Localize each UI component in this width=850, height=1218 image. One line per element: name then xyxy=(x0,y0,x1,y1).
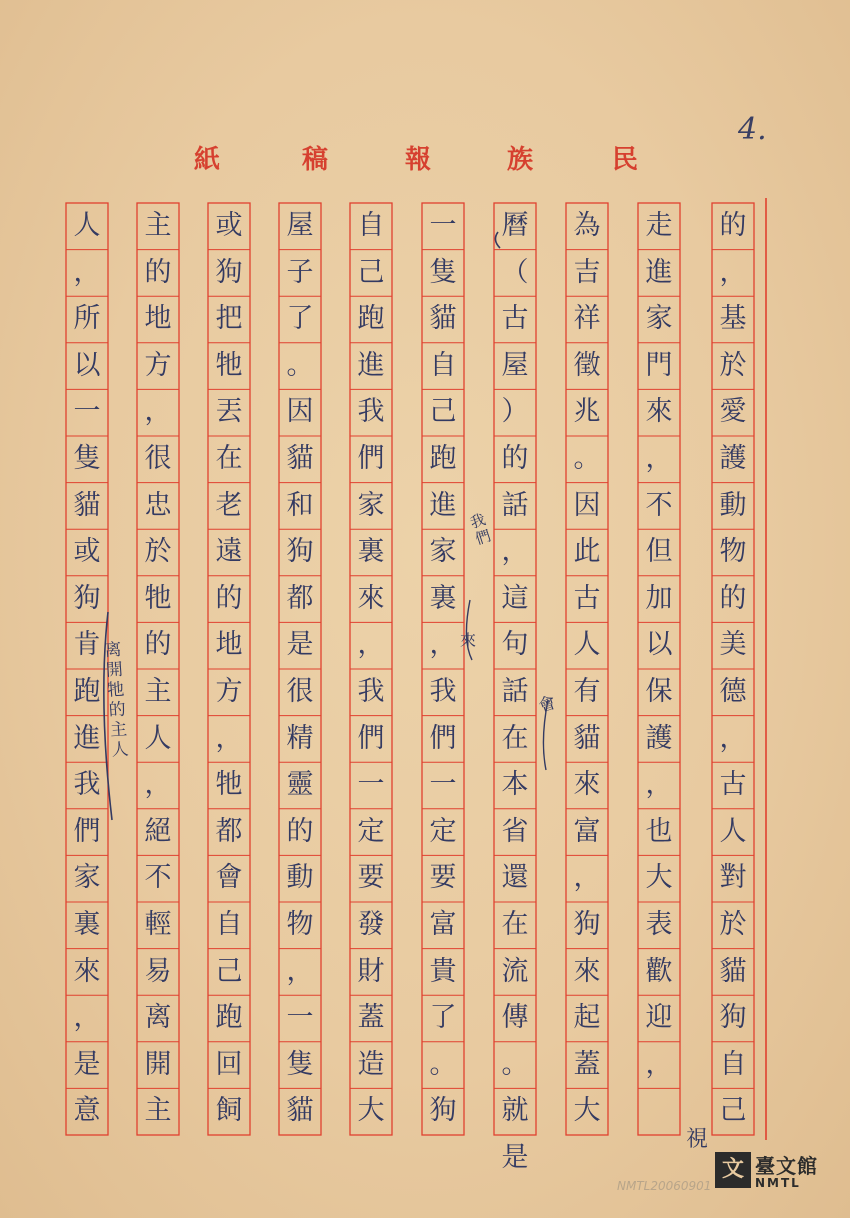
header-char: 稿 xyxy=(302,145,329,175)
manuscript-char: 狗 xyxy=(719,1002,747,1034)
manuscript-char: 很 xyxy=(144,442,172,474)
manuscript-char: 主 xyxy=(144,675,172,707)
manuscript-char: 貓 xyxy=(719,955,747,987)
manuscript-char: ， xyxy=(73,256,101,288)
manuscript-char: 地 xyxy=(215,629,243,661)
manuscript-char: 隻 xyxy=(429,256,457,288)
manuscript-char: 是 xyxy=(501,1141,529,1173)
manuscript-char: 。 xyxy=(501,1048,529,1080)
manuscript-char: 於 xyxy=(144,536,172,568)
manuscript-char: 意 xyxy=(73,1095,101,1127)
manuscript-char: 家 xyxy=(357,489,385,521)
text-column xyxy=(638,203,680,1088)
logo-abbr: NMTL xyxy=(755,1176,801,1190)
manuscript-char: 遠 xyxy=(215,536,243,568)
manuscript-char: 進 xyxy=(645,256,673,288)
manuscript-char: 基 xyxy=(719,303,747,335)
manuscript-char: 開 xyxy=(144,1048,172,1080)
manuscript-char: 老 xyxy=(215,489,243,521)
manuscript-char: 也 xyxy=(645,815,673,847)
manuscript-char: 屋 xyxy=(286,210,314,241)
header-char: 紙 xyxy=(194,145,221,175)
manuscript-char: 祥 xyxy=(573,303,601,335)
manuscript-char: 在 xyxy=(215,442,243,474)
manuscript-char: 易 xyxy=(144,955,172,987)
manuscript-char: 進 xyxy=(73,722,101,754)
manuscript-char: 我 xyxy=(357,396,385,428)
manuscript-char: 人 xyxy=(719,815,747,847)
manuscript-char: 跑 xyxy=(429,442,457,474)
manuscript-char: 狗 xyxy=(429,1095,457,1127)
text-column xyxy=(494,203,536,1181)
manuscript-char: 護 xyxy=(645,722,673,754)
manuscript-char: 方 xyxy=(144,349,172,381)
manuscript-char: 是 xyxy=(73,1048,101,1080)
manuscript-char: 在 xyxy=(501,722,529,754)
manuscript-char: 大 xyxy=(573,1095,601,1127)
manuscript-char: 以 xyxy=(73,349,101,381)
manuscript-char: 來 xyxy=(645,396,673,428)
manuscript-char: 門 xyxy=(645,349,673,381)
manuscript-char: 隻 xyxy=(73,442,101,474)
manuscript-char: 裏 xyxy=(429,582,457,614)
manuscript-char: 物 xyxy=(286,908,314,940)
manuscript-char: 屋 xyxy=(501,349,529,381)
manuscript-char: 保 xyxy=(645,675,673,707)
manuscript-char: 絕 xyxy=(144,815,172,847)
manuscript-char: 都 xyxy=(286,582,314,614)
manuscript-char: 於 xyxy=(719,349,747,381)
manuscript-char: 靈 xyxy=(286,769,314,801)
manuscript-char: 流 xyxy=(501,955,529,987)
manuscript-char: 裏 xyxy=(73,908,101,940)
manuscript-char: 大 xyxy=(357,1095,385,1127)
manuscript-char: 話 xyxy=(501,675,529,707)
manuscript-char: 一 xyxy=(286,1002,314,1034)
manuscript-char: 古 xyxy=(573,582,601,614)
manuscript-char: 自 xyxy=(429,349,457,381)
manuscript-char: 造 xyxy=(357,1048,385,1080)
manuscript-char: ， xyxy=(719,722,747,754)
manuscript-char: 財 xyxy=(357,955,385,987)
margin-note: 視 xyxy=(686,1127,709,1152)
manuscript-char: 歡 xyxy=(645,955,673,987)
text-column xyxy=(422,203,464,1135)
manuscript-char: ， xyxy=(645,1048,673,1080)
manuscript-char: 在 xyxy=(501,908,529,940)
manuscript-char: 但 xyxy=(645,536,673,568)
manuscript-char: 動 xyxy=(719,489,747,521)
manuscript-char: 的 xyxy=(144,256,172,288)
manuscript-char: 動 xyxy=(286,862,314,894)
manuscript-char: 不 xyxy=(645,489,673,521)
manuscript-char: 的 xyxy=(286,815,314,847)
manuscript-char: 裏 xyxy=(357,536,385,568)
manuscript-char: 蓋 xyxy=(573,1048,601,1080)
manuscript-char: 牠 xyxy=(144,582,172,614)
manuscript-char: 主 xyxy=(144,210,172,241)
manuscript-char: ， xyxy=(144,769,172,801)
header-char: 民 xyxy=(612,145,639,175)
manuscript-char: ， xyxy=(429,629,457,661)
manuscript-char: 自 xyxy=(215,908,243,940)
manuscript-char: 加 xyxy=(645,582,673,614)
manuscript-char: 忠 xyxy=(144,489,172,521)
manuscript-char: ， xyxy=(645,442,673,474)
manuscript-char: 或 xyxy=(73,536,101,568)
margin-note: 來 xyxy=(460,631,477,650)
page-number: 4. xyxy=(738,112,767,147)
manuscript-char: 家 xyxy=(73,862,101,894)
manuscript-char: 起 xyxy=(573,1002,601,1034)
manuscript-char: 是 xyxy=(286,629,314,661)
header-char: 報 xyxy=(405,145,432,175)
manuscript-char: 家 xyxy=(429,536,457,568)
text-column xyxy=(279,203,321,1135)
margin-note: 我們 xyxy=(467,510,494,549)
manuscript-char: 定 xyxy=(429,815,457,847)
manuscript-char: 本 xyxy=(501,769,529,801)
manuscript-char: 一 xyxy=(73,396,101,428)
manuscript-char: 人 xyxy=(573,629,601,661)
manuscript-char: 己 xyxy=(719,1095,747,1127)
manuscript-char: 還 xyxy=(501,862,529,894)
manuscript-char: 。 xyxy=(286,349,314,381)
manuscript-char: 人 xyxy=(73,210,101,241)
text-column xyxy=(137,203,179,1135)
manuscript-char: 的 xyxy=(144,629,172,661)
manuscript-char: 自 xyxy=(357,210,385,241)
manuscript-char: 把 xyxy=(215,303,243,335)
manuscript-char: 跑 xyxy=(215,1002,243,1034)
manuscript-char: 了 xyxy=(286,303,314,335)
manuscript-char: 不 xyxy=(144,862,172,894)
manuscript-char: 們 xyxy=(357,722,385,754)
manuscript-char: 一 xyxy=(429,210,457,241)
manuscript-char: ， xyxy=(501,536,529,568)
manuscript-char: 回 xyxy=(215,1048,243,1080)
manuscript-char: 富 xyxy=(429,908,457,940)
manuscript-char: 我 xyxy=(429,675,457,707)
manuscript-char: 有 xyxy=(573,675,601,707)
manuscript-char: 話 xyxy=(501,489,529,521)
manuscript-char: 精 xyxy=(286,722,314,754)
manuscript-char: 貓 xyxy=(573,722,601,754)
nmtl-logo xyxy=(715,1146,833,1204)
manuscript-char: 吉 xyxy=(573,256,601,288)
manuscript-char: 愛 xyxy=(719,396,747,428)
manuscript-char: 輕 xyxy=(144,908,172,940)
manuscript-char: 丟 xyxy=(215,396,243,428)
manuscript-char: 句 xyxy=(501,629,529,661)
manuscript-char: 的 xyxy=(719,582,747,614)
manuscript-char: 護 xyxy=(719,442,747,474)
manuscript-char: 狗 xyxy=(286,536,314,568)
manuscript-char: 德 xyxy=(719,675,747,707)
manuscript-char: 子 xyxy=(286,256,314,288)
manuscript-char: 徵 xyxy=(573,349,601,381)
manuscript-char: 一 xyxy=(357,769,385,801)
manuscript-char: 於 xyxy=(719,908,747,940)
manuscript-char: 的 xyxy=(719,210,747,241)
manuscript-char: 古 xyxy=(719,769,747,801)
manuscript-char: 跑 xyxy=(357,303,385,335)
manuscript-char: 都 xyxy=(215,815,243,847)
manuscript-char: 貓 xyxy=(286,1095,314,1127)
manuscript-char: 進 xyxy=(429,489,457,521)
manuscript-char: 或 xyxy=(215,210,243,241)
manuscript-char: ） xyxy=(501,396,529,428)
manuscript-char: 隻 xyxy=(286,1048,314,1080)
manuscript-char: 富 xyxy=(573,815,601,847)
header-char: 族 xyxy=(507,145,534,175)
manuscript-char: 离 xyxy=(144,1002,172,1034)
manuscript-char: 方 xyxy=(215,675,243,707)
manuscript-char: 迎 xyxy=(645,1002,673,1034)
manuscript-char: 地 xyxy=(144,303,172,335)
manuscript-char: ， xyxy=(719,256,747,288)
manuscript-char: 。 xyxy=(573,442,601,474)
manuscript-char: ， xyxy=(144,396,172,428)
manuscript-char: 為 xyxy=(573,210,601,241)
logo-icon: 文 xyxy=(715,1152,751,1188)
manuscript-char: 很 xyxy=(286,675,314,707)
manuscript-char: ， xyxy=(357,629,385,661)
manuscript-char: 狗 xyxy=(573,908,601,940)
manuscript-char: 大 xyxy=(645,862,673,894)
manuscript-char: 美 xyxy=(719,629,747,661)
manuscript-char: 就 xyxy=(501,1095,529,1127)
manuscript-char: ， xyxy=(645,769,673,801)
manuscript-char: 我 xyxy=(73,769,101,801)
manuscript-char: 因 xyxy=(573,489,601,521)
manuscript-char: 來 xyxy=(357,582,385,614)
manuscript-char: 們 xyxy=(73,815,101,847)
archive-id: NMTL20060901 xyxy=(617,1179,712,1193)
manuscript-char: 貴 xyxy=(429,955,457,987)
manuscript-char: 自 xyxy=(719,1048,747,1080)
manuscript-char: 曆 xyxy=(501,210,529,241)
manuscript-char: 這 xyxy=(501,582,529,614)
manuscript-char: ， xyxy=(573,862,601,894)
manuscript-char: 家 xyxy=(645,303,673,335)
manuscript-char: 們 xyxy=(357,442,385,474)
manuscript-char: 兆 xyxy=(573,396,601,428)
margin-note: 會 xyxy=(535,692,559,718)
manuscript-char: ， xyxy=(286,955,314,987)
manuscript-char: 貓 xyxy=(73,489,101,521)
manuscript-char: 了 xyxy=(429,1002,457,1034)
manuscript-char: 定 xyxy=(357,815,385,847)
manuscript-char: 己 xyxy=(215,955,243,987)
manuscript-char: 跑 xyxy=(73,675,101,707)
manuscript-char: 此 xyxy=(573,536,601,568)
manuscript-char: 人 xyxy=(144,722,172,754)
manuscript-char: 來 xyxy=(73,955,101,987)
manuscript-char: 蓋 xyxy=(357,1002,385,1034)
logo-name: 臺文館 xyxy=(755,1154,818,1178)
manuscript-char: 物 xyxy=(719,536,747,568)
manuscript-char: 表 xyxy=(645,908,673,940)
manuscript-char: 進 xyxy=(357,349,385,381)
manuscript-char: 的 xyxy=(501,442,529,474)
manuscript-char: 因 xyxy=(286,396,314,428)
manuscript-char: 肯 xyxy=(73,629,101,661)
manuscript-char: 要 xyxy=(357,862,385,894)
manuscript-char: 狗 xyxy=(73,582,101,614)
text-column xyxy=(208,203,250,1135)
manuscript-char: ， xyxy=(215,722,243,754)
manuscript-char: 己 xyxy=(429,396,457,428)
manuscript-char: 省 xyxy=(501,815,529,847)
manuscript-char: 貓 xyxy=(429,303,457,335)
manuscript-char: 會 xyxy=(215,862,243,894)
manuscript-char: 。 xyxy=(429,1048,457,1080)
text-column xyxy=(66,203,108,1135)
text-column xyxy=(712,203,754,1135)
manuscript-char: 一 xyxy=(429,769,457,801)
manuscript-char: 來 xyxy=(573,769,601,801)
manuscript-char: 主 xyxy=(144,1095,172,1127)
manuscript-char: 貓 xyxy=(286,442,314,474)
manuscript-char: 古 xyxy=(501,303,529,335)
manuscript-char: 和 xyxy=(286,489,314,521)
manuscript-char: 傳 xyxy=(501,1002,529,1034)
manuscript-char: ， xyxy=(73,1002,101,1034)
manuscript-char: （ xyxy=(501,256,529,288)
manuscript-char: 要 xyxy=(429,862,457,894)
manuscript-char: 牠 xyxy=(215,349,243,381)
margin-note: 离開牠的主人 xyxy=(103,639,130,761)
manuscript-char: 己 xyxy=(357,256,385,288)
manuscript-char: 對 xyxy=(719,862,747,894)
manuscript-char: 走 xyxy=(645,210,673,241)
manuscript-char: 牠 xyxy=(215,769,243,801)
manuscript-char: 來 xyxy=(573,955,601,987)
manuscript-char: 所 xyxy=(73,303,101,335)
text-column xyxy=(566,203,608,1135)
manuscript-char: 們 xyxy=(429,722,457,754)
manuscript-char: 的 xyxy=(215,582,243,614)
manuscript-char: 我 xyxy=(357,675,385,707)
manuscript-char: 飼 xyxy=(215,1095,243,1127)
manuscript-char: 狗 xyxy=(215,256,243,288)
manuscript-char: 以 xyxy=(645,629,673,661)
text-column xyxy=(350,203,392,1135)
manuscript-char: 發 xyxy=(357,908,385,940)
